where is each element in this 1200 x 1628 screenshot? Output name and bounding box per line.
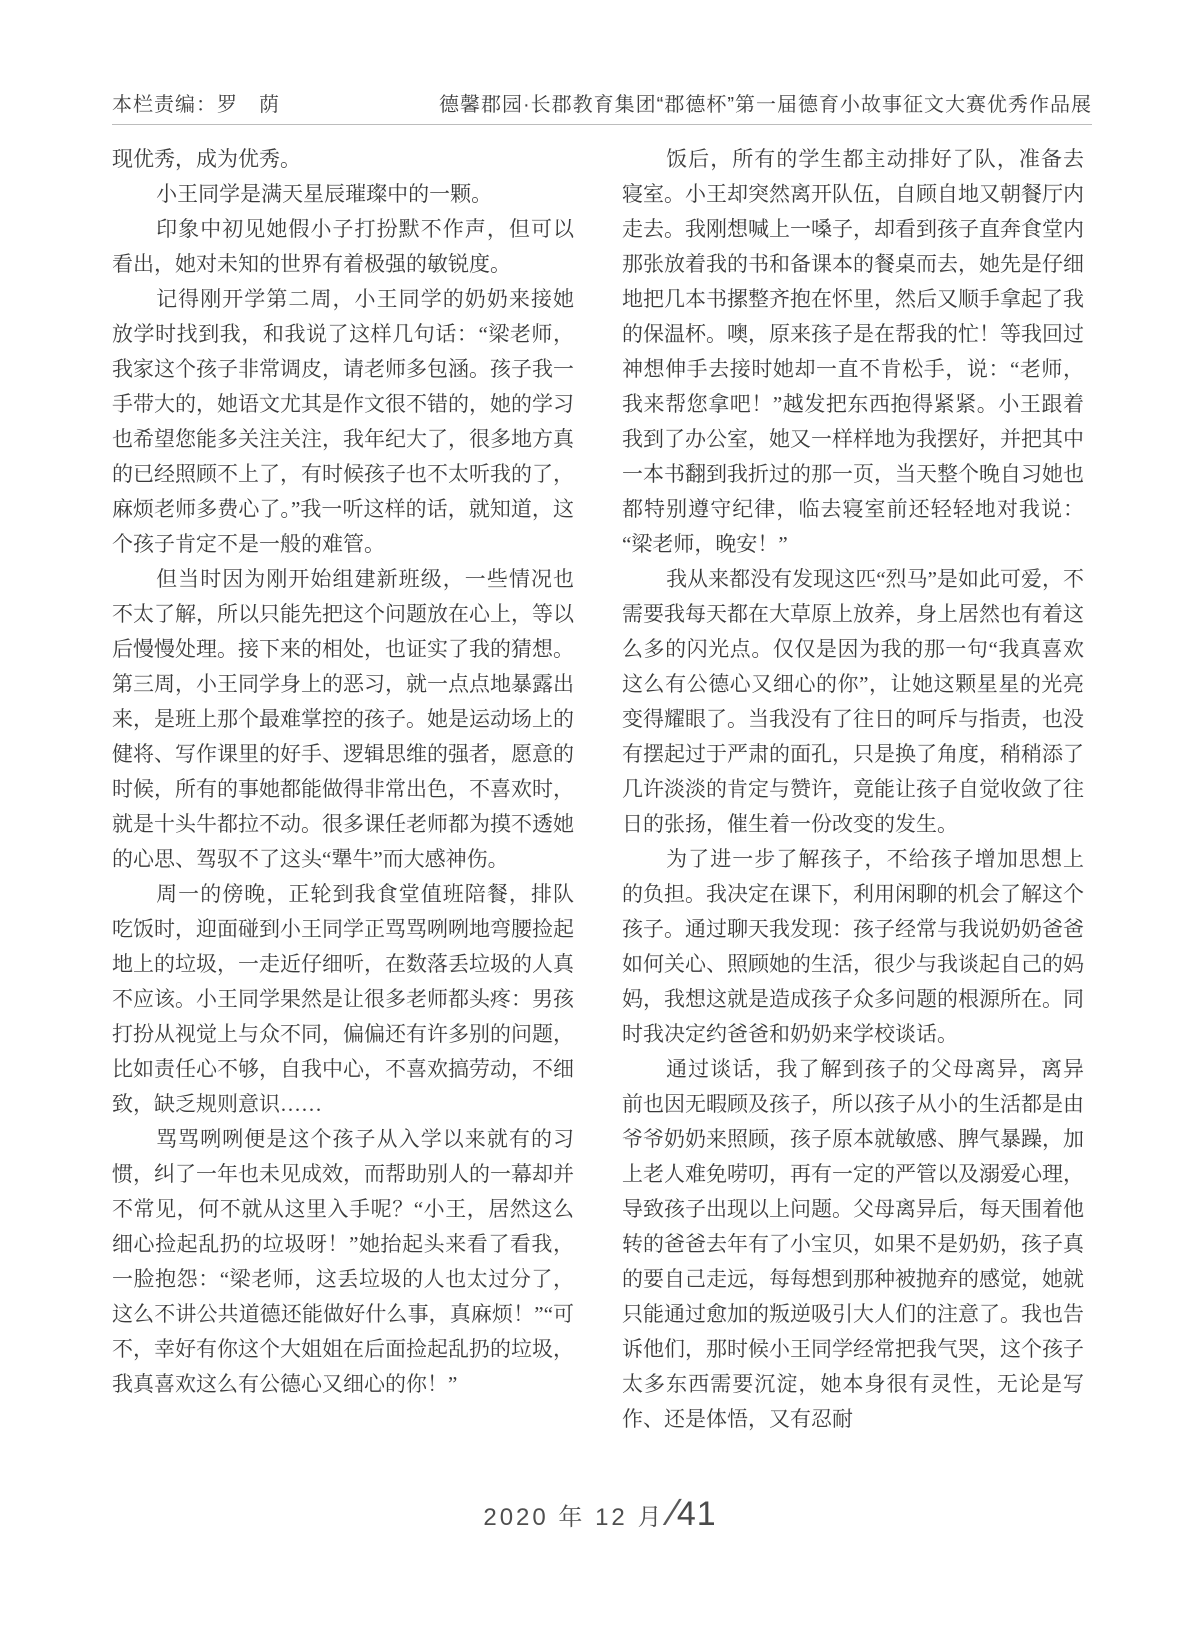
paragraph: 记得刚开学第二周，小王同学的奶奶来接她放学时找到我，和我说了这样几句话：“梁老师，我家这个孩子非常调皮，请老师多包涵。孩子我一手带大的，她语文尤其是作文很不错的，她的学习也希望您能多关注关注，我年纪大了，很多地方真的已经照顾不上了，有时候孩子也不太听我的了，麻烦老师多费心了。”我一听这样的话，就知道，这个孩子肯定不是一般的难管。 [112,287,574,556]
paragraph: 印象中初见她假小子打扮默不作声，但可以看出，她对未知的世界有着极强的敏锐度。 [112,217,574,276]
header-divider [112,124,1092,125]
paragraph: 周一的傍晚，正轮到我食堂值班陪餐，排队吃饭时，迎面碰到小王同学正骂骂咧咧地弯腰捡起地上的垃圾，一走近仔细听，在数落丢垃圾的人真不应该。小王同学果然是让很多老师都头疼：男孩打扮从视觉上与众不同，偏偏还有许多别的问题，比如责任心不够，自我中心，不喜欢搞劳动，不细致，缺乏规则意识…… [112,882,574,1116]
paragraph: 现优秀，成为优秀。 [112,147,301,171]
contest-banner-title: 德馨郡园·长郡教育集团“郡德杯”第一届德育小故事征文大赛优秀作品展 [439,94,1092,116]
page-header [112,88,1092,117]
right-column [622,142,1084,1437]
paragraph: 通过谈话，我了解到孩子的父母离异，离异前也因无暇顾及孩子，所以孩子从小的生活都是由爷爷奶奶来照顾，孩子原本就敏感、脾气暴躁，加上老人难免唠叨，再有一定的严管以及溺爱心理，导致孩子出现以上问题。父母离异后，每天围着他转的爸爸去年有了小宝贝，如果不是奶奶，孩子真的要自己走远，每每想到那种被抛弃的感觉，她就只能通过愈加的叛逆吸引大人们的注意了。我也告诉他们，那时候小王同学经常把我气哭，这个孩子太多东西需要沉淀，她本身很有灵性，无论是写作、还是体悟，又有忍耐 [622,1057,1084,1431]
left-column [112,142,574,1437]
column-editor-label: 本栏责编：罗 荫 [112,94,280,116]
paragraph: 我从来都没有发现这匹“烈马”是如此可爱，不需要我每天都在大草原上放养，身上居然也有着这么多的闪光点。仅仅是因为我的那一句“我真喜欢这么有公德心又细心的你”，让她这颗星星的光亮变得耀眼了。当我没有了往日的呵斥与指责，也没有摆起过于严肃的面孔，只是换了角度，稍稍添了几许淡淡的肯定与赞许，竟能让孩子自觉收敛了往日的张扬，催生着一份改变的发生。 [622,567,1084,836]
paragraph: 骂骂咧咧便是这个孩子从入学以来就有的习惯，纠了一年也未见成效，而帮助别人的一幕却并不常见，何不就从这里入手呢？“小王，居然这么细心捡起乱扔的垃圾呀！”她抬起头来看了看我，一脸抱怨：“梁老师，这丢垃圾的人也太过分了，这么不讲公共道德还能做好什么事，真麻烦！”“可不，幸好有你这个大姐姐在后面捡起乱扔的垃圾，我真喜欢这么有公德心又细心的你！” [112,1127,574,1396]
article-body [112,142,1084,1437]
paragraph: 但当时因为刚开始组建新班级，一些情况也不太了解，所以只能先把这个问题放在心上，等以后慢慢处理。接下来的相处，也证实了我的猜想。第三周，小王同学身上的恶习，就一点点地暴露出来，是班上那个最难掌控的孩子。她是运动场上的健将、写作课里的好手、逻辑思维的强者，愿意的时候，所有的事她都能做得非常出色，不喜欢时，就是十头牛都拉不动。很多课任老师都为摸不透她的心思、驾驭不了这头“犟牛”而大感神伤。 [112,567,574,871]
paragraph: 小王同学是满天星辰璀璨中的一颗。 [156,182,493,206]
footer-pagination [483,1492,716,1535]
page-footer [0,1492,1200,1535]
paragraph: 为了进一步了解孩子，不给孩子增加思想上的负担。我决定在课下，利用闲聊的机会了解这个孩子。通过聊天我发现：孩子经常与我说奶奶爸爸如何关心、照顾她的生活，很少与我谈起自己的妈妈，我想这就是造成孩子众多问题的根源所在。同时我决定约爸爸和奶奶来学校谈话。 [622,847,1084,1046]
slash-separator: ∕ [670,1492,677,1534]
issue-date: 2020 年 12 月 [483,1504,665,1531]
page-number: 41 [676,1495,717,1533]
paragraph: 饭后，所有的学生都主动排好了队，准备去寝室。小王却突然离开队伍，自顾自地又朝餐厅内走去。我刚想喊上一嗓子，却看到孩子直奔食堂内那张放着我的书和备课本的餐桌而去，她先是仔细地把几本书摞整齐抱在怀里，然后又顺手拿起了我的保温杯。噢，原来孩子是在帮我的忙！等我回过神想伸手去接时她却一直不肯松手，说：“老师，我来帮您拿吧！”越发把东西抱得紧紧。小王跟着我到了办公室，她又一样样地为我摆好，并把其中一本书翻到我折过的那一页，当天整个晚自习她也都特别遵守纪律，临去寝室前还轻轻地对我说：“梁老师，晚安！” [622,147,1084,556]
